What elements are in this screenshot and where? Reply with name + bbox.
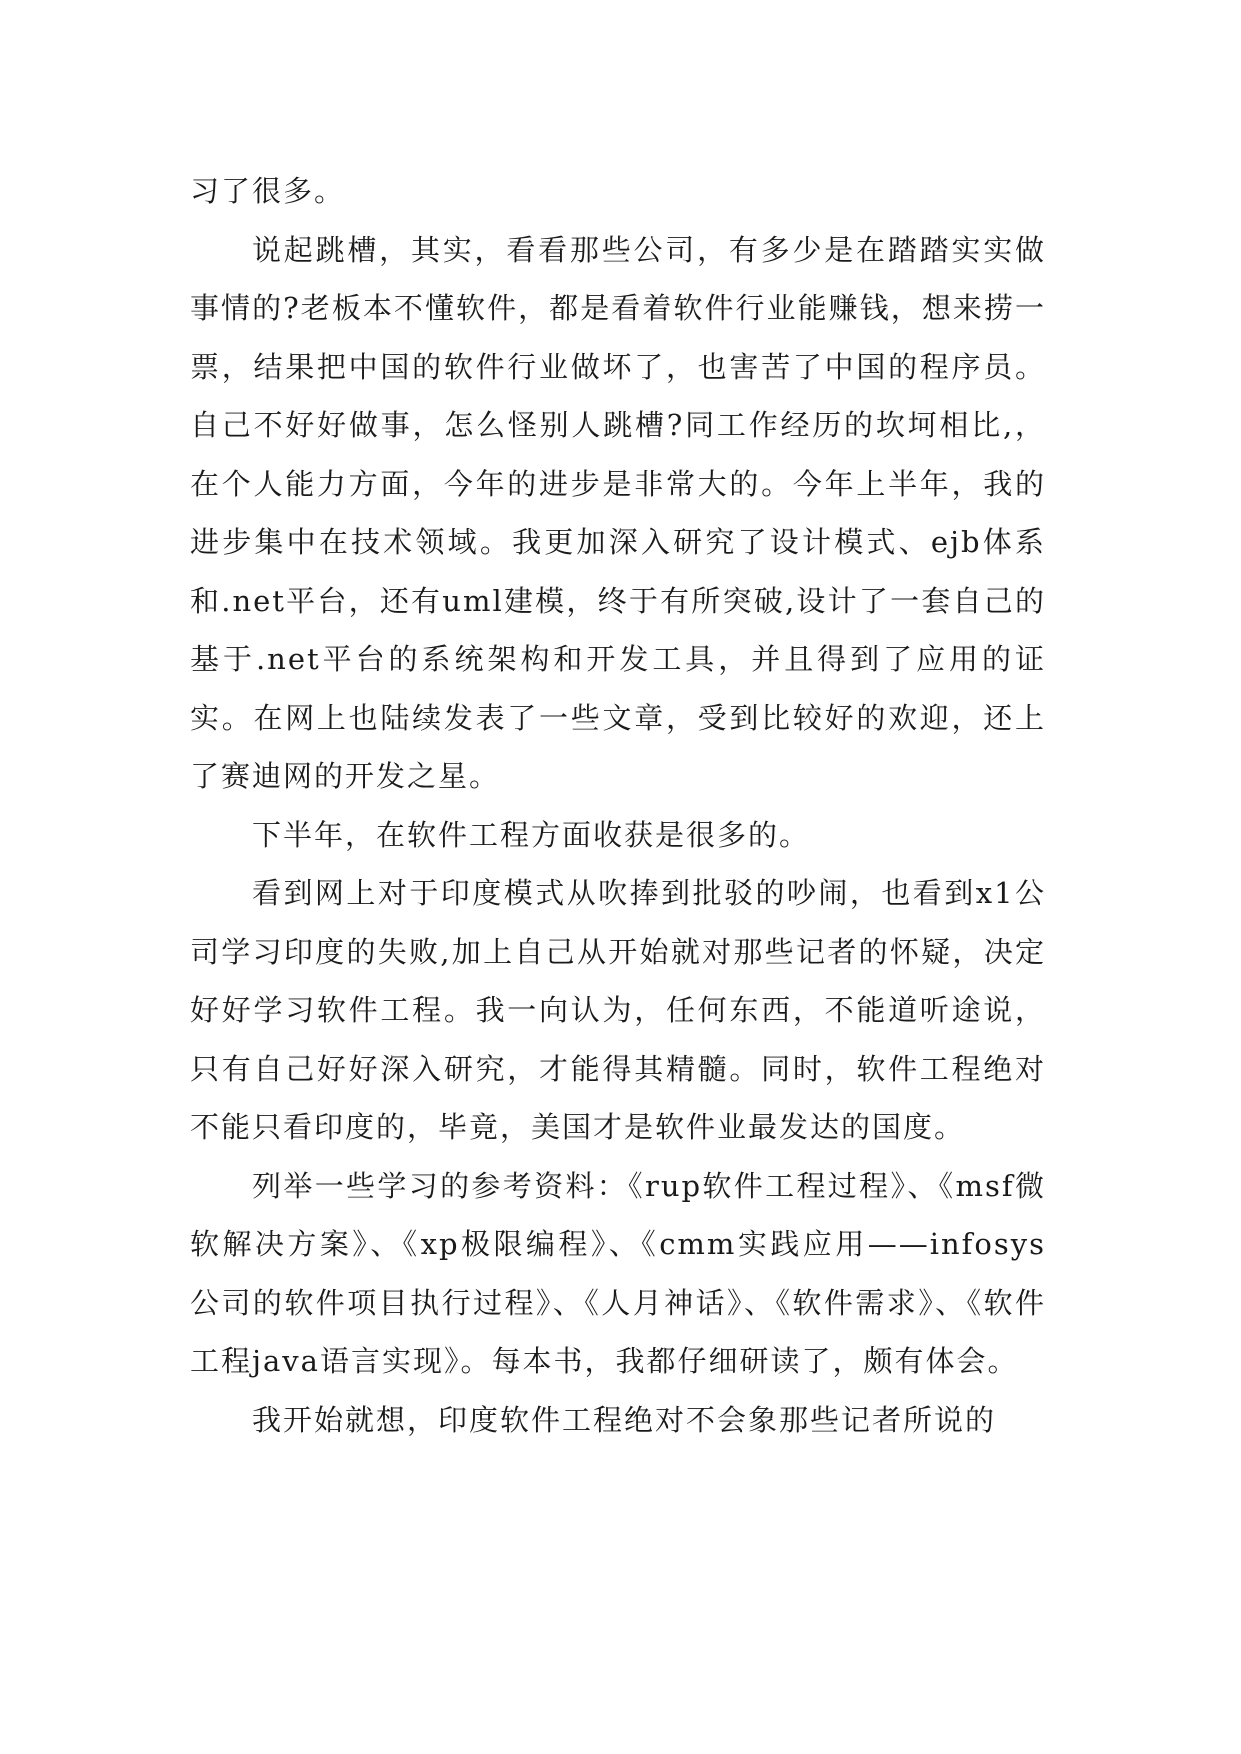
paragraph-second-half: 下半年，在软件工程方面收获是很多的。 <box>252 817 811 852</box>
paragraph-continuation: 习了很多。 <box>190 174 346 208</box>
paragraph-job-hopping: 说起跳槽，其实，看看那些公司，有多少是在踏踏实实做事情的?老板本不懂软件，都是看着软件行业能赚钱，想来捞一票，结果把中国的软件行业做坏了，也害苦了中国的程序员。自己不好好做事，怎么怪别人跳槽?同工作经历的坎坷相比,，在个人能力方面，今年的进步是非常大的。今年上半年，我的进步集中在技术领域。我更加深入研究了设计模式、ejb体系和.net平台，还有uml建模，终于有所突破,设计了一套自己的基于.net平台的系统架构和开发工具，并且得到了应用的证实。在网上也陆续发表了一些文章，受到比较好的欢迎，还上了赛迪网的开发之星。 <box>190 232 1046 793</box>
document-body <box>190 162 1046 1449</box>
paragraph-closing: 我开始就想，印度软件工程绝对不会象那些记者所说的 <box>252 1402 997 1437</box>
paragraph-references: 列举一些学习的参考资料：《rup软件工程过程》、《msf微软解决方案》、《xp极限编程》、《cmm实践应用——infosys公司的软件项目执行过程》、《人月神话》、《软件需求》、《软件工程java语言实现》。每本书，我都仔细研读了，颇有体会。 <box>190 1168 1046 1378</box>
paragraph-india-model: 看到网上对于印度模式从吹捧到批驳的吵闹，也看到x1公司学习印度的失败,加上自己从开始就对那些记者的怀疑，决定好好学习软件工程。我一向认为，任何东西，不能道听途说，只有自己好好深入研究，才能得其精髓。同时，软件工程绝对不能只看印度的，毕竟，美国才是软件业最发达的国度。 <box>190 876 1046 1144</box>
